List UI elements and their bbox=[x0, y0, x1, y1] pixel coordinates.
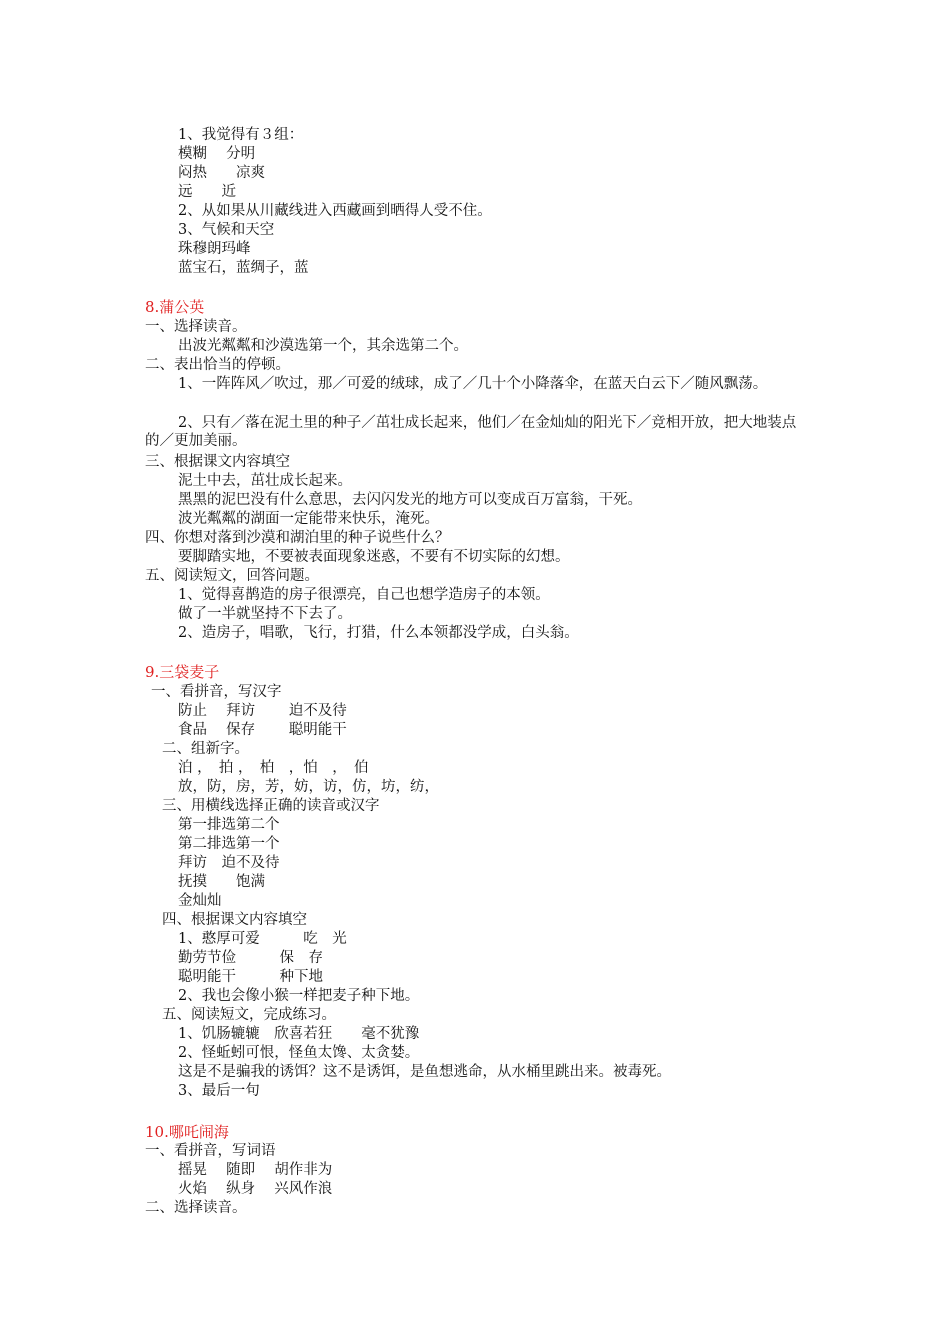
answer-paragraph: 2、只有／落在泥土里的种子／茁壮成长起来，他们／在金灿灿的阳光下／竞相开放，把大地装点的／更加美丽。 bbox=[145, 415, 797, 449]
answer-line: 2、怪蚯蚓可恨，怪鱼太馋、太贪婪。 bbox=[178, 1045, 420, 1061]
question-heading: 二、表出恰当的停顿。 bbox=[145, 357, 290, 373]
section-title: 9.三袋麦子 bbox=[145, 663, 220, 681]
answer-line: 第二排选第一个 bbox=[178, 836, 280, 852]
answer-line: 要脚踏实地，不要被表面现象迷惑，不要有不切实际的幻想。 bbox=[178, 549, 570, 565]
question-heading: 五、阅读短文，完成练习。 bbox=[162, 1007, 336, 1023]
answer-line: 3、气候和天空 bbox=[178, 222, 275, 238]
answer-line: 波光粼粼的湖面一定能带来快乐，淹死。 bbox=[178, 511, 439, 527]
answer-line: 模糊 分明 bbox=[178, 146, 256, 162]
answer-line: 抚摸 饱满 bbox=[178, 874, 265, 890]
answer-line: 勤劳节俭 保 存 bbox=[178, 950, 323, 966]
answer-line: 聪明能干 种下地 bbox=[178, 969, 323, 985]
answer-line: 泊 ， 拍 ， 柏 ，怕 ， 伯 bbox=[178, 760, 369, 776]
answer-line: 2、造房子，唱歌，飞行，打猎，什么本领都没学成，白头翁。 bbox=[178, 625, 579, 641]
section-title: 10.哪吒闹海 bbox=[145, 1123, 229, 1141]
answer-line: 做了一半就坚持不下去了。 bbox=[178, 606, 352, 622]
answer-line: 蓝宝石，蓝绸子，蓝 bbox=[178, 260, 309, 276]
question-heading: 三、根据课文内容填空 bbox=[145, 454, 290, 470]
answer-line: 1、饥肠辘辘 欣喜若狂 毫不犹豫 bbox=[178, 1026, 420, 1042]
question-heading: 一、看拼音，写词语 bbox=[145, 1143, 276, 1159]
answer-line: 3、最后一句 bbox=[178, 1083, 260, 1099]
answer-line: 金灿灿 bbox=[178, 893, 222, 909]
answer-line: 闷热 凉爽 bbox=[178, 165, 265, 181]
answer-paragraph: 1、一阵阵风／吹过，那／可爱的绒球，成了／几十个小降落伞，在蓝天白云下／随风飘荡。 bbox=[178, 376, 768, 392]
answer-line: 放，防，房，芳，妨，访，仿，坊，纺， bbox=[178, 779, 439, 795]
question-heading: 四、根据课文内容填空 bbox=[162, 912, 307, 928]
section-title: 8.蒲公英 bbox=[145, 298, 205, 316]
question-heading: 二、组新字。 bbox=[162, 741, 249, 757]
question-heading: 一、看拼音，写汉字 bbox=[151, 684, 282, 700]
answer-line: 拜访 迫不及待 bbox=[178, 855, 280, 871]
answer-line: 防止 拜访 迫不及待 bbox=[178, 703, 347, 719]
answer-line: 黑黑的泥巴没有什么意思，去闪闪发光的地方可以变成百万富翁，干死。 bbox=[178, 492, 642, 508]
answer-line: 这是不是骗我的诱饵？这不是诱饵，是鱼想逃命，从水桶里跳出来。被毒死。 bbox=[178, 1064, 671, 1080]
answer-line: 1、憨厚可爱 吃 光 bbox=[178, 931, 347, 947]
question-heading: 二、选择读音。 bbox=[145, 1200, 247, 1216]
answer-line: 1、觉得喜鹊造的房子很漂亮，自己也想学造房子的本领。 bbox=[178, 587, 550, 603]
question-heading: 五、阅读短文，回答问题。 bbox=[145, 568, 319, 584]
answer-line: 2、我也会像小猴一样把麦子种下地。 bbox=[178, 988, 420, 1004]
answer-line: 泥土中去，茁壮成长起来。 bbox=[178, 473, 352, 489]
answer-line: 第一排选第二个 bbox=[178, 817, 280, 833]
answer-line: 食品 保存 聪明能干 bbox=[178, 722, 347, 738]
answer-line: 1、我觉得有３组： bbox=[178, 127, 304, 143]
question-heading: 一、选择读音。 bbox=[145, 319, 247, 335]
answer-line: 珠穆朗玛峰 bbox=[178, 241, 251, 257]
answer-line: 2、从如果从川藏线进入西藏画到晒得人受不住。 bbox=[178, 203, 492, 219]
question-heading: 三、用横线选择正确的读音或汉字 bbox=[162, 798, 380, 814]
answer-line: 火焰 纵身 兴风作浪 bbox=[178, 1181, 333, 1197]
question-heading: 四、你想对落到沙漠和湖泊里的种子说些什么？ bbox=[145, 530, 450, 546]
answer-line: 摇晃 随即 胡作非为 bbox=[178, 1162, 333, 1178]
answer-line: 出波光粼粼和沙漠选第一个，其余选第二个。 bbox=[178, 338, 468, 354]
answer-line: 远 近 bbox=[178, 184, 236, 200]
